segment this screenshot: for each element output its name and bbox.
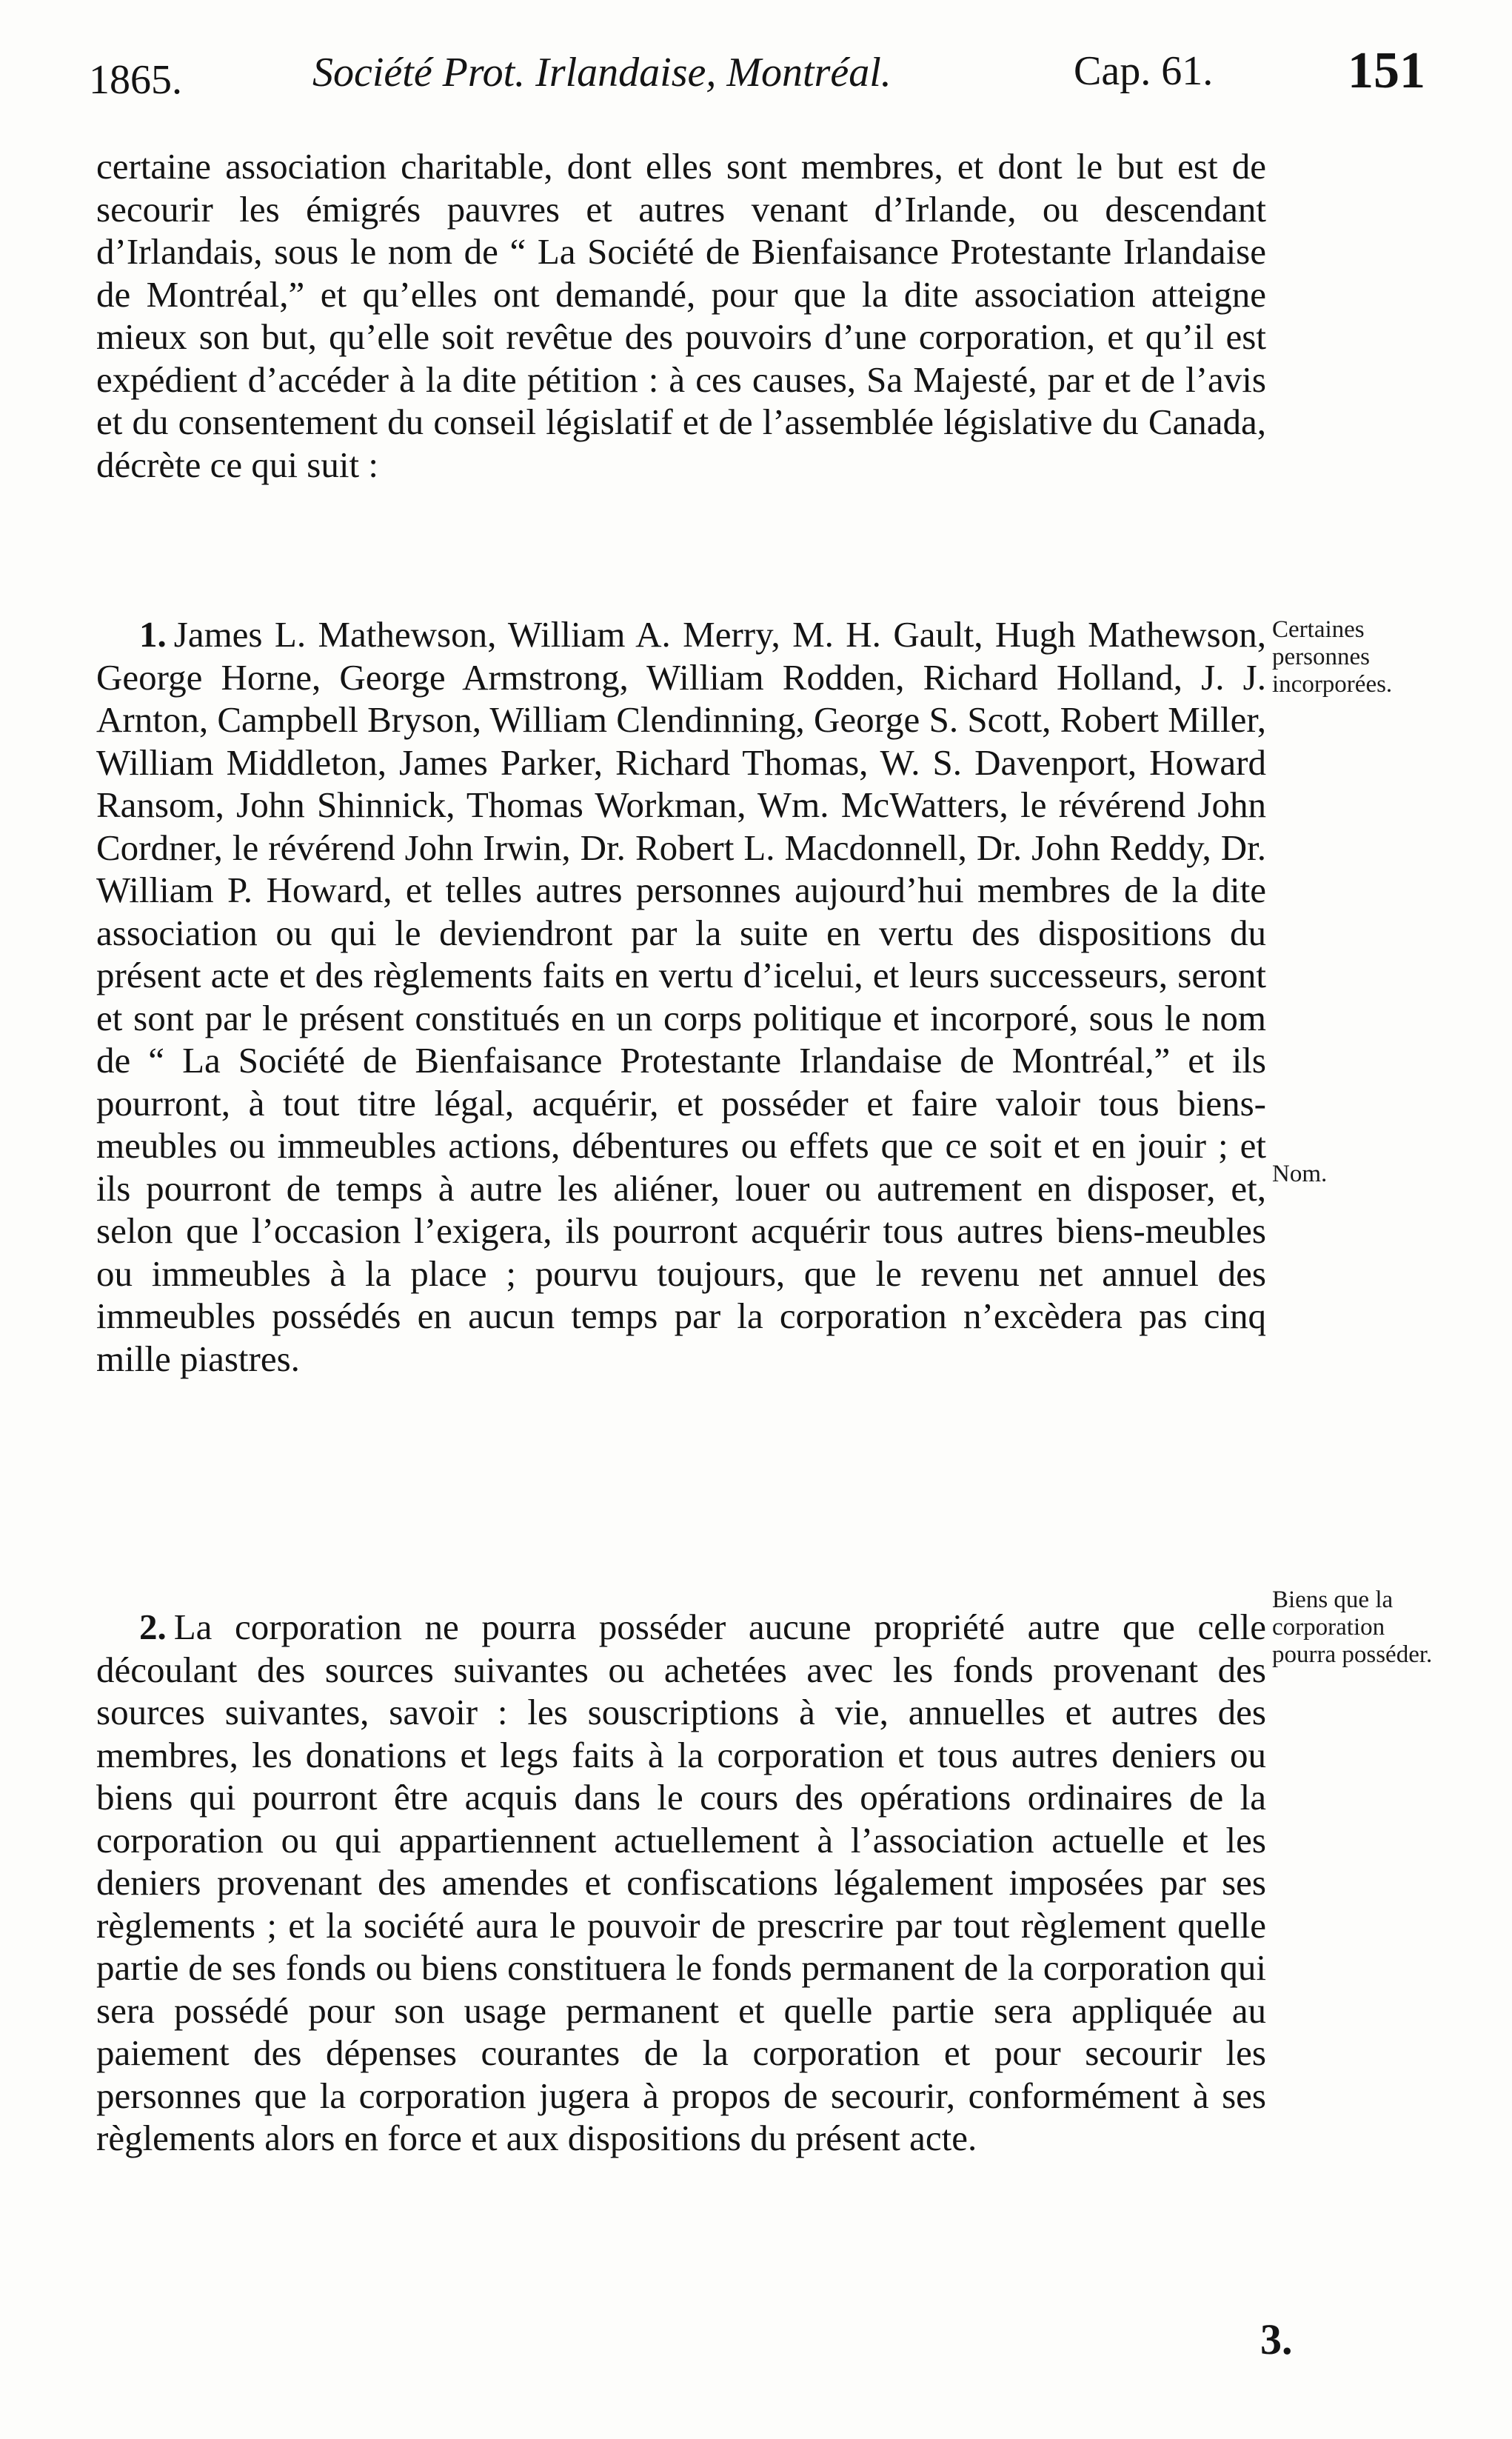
margin-note-name: Nom.: [1272, 1161, 1328, 1187]
margin-note-property: Biens que la corporation pourra posséder.: [1272, 1586, 1433, 1668]
section-1-paragraph: [96, 613, 1266, 1380]
section-2: [96, 1606, 1266, 2160]
preamble-text: certaine association charitable, dont elles sont membres, et dont le but est de secourir les émigrés pauvres et autres venant d’Irlande, ou descendant d’Irlandais, sous le nom de “ La Société de Bienfaisance Protestante Irlandaise de Montréal,” et qu’elles ont demandé, pour que la dite association atteigne mieux son but, qu’elle soit revêtue des pouvoirs d’une corporation, et qu’il est expédient d’accéder à la dite pétition : à ces causes, Sa Majesté, par et de l’avis et du consentement du conseil législatif et de l’assemblée législative du Canada, décrète ce qui suit :: [96, 146, 1266, 485]
section-1-text: James L. Mathewson, William A. Merry, M. H. Gault, Hugh Mathewson, George Horne, George Armstrong, William Rodden, Richard Holland, J. J. Arnton, Campbell Bryson, William Clendinning, George S. Scott, Robert Miller, William Middleton, James Parker, Richard Thomas, W. S. Davenport, Howard Ransom, John Shinnick, Thomas Workman, Wm. McWatters, le révérend John Cordner, le révérend John Irwin, Dr. Robert L. Macdonnell, Dr. John Reddy, Dr. William P. Howard, et telles autres personnes aujourd’hui membres de la dite association ou qui le deviendront par la suite en vertu des dispositions du présent acte et des règlements faits en vertu d’icelui, et leurs successeurs, seront et sont par le présent constitués en un corps politique et incorporé, sous le nom de “ La Société de Bienfaisance Protestante Irlandaise de Montréal,” et ils pourront, à tout titre légal, acquérir, et posséder et faire valoir tous biens-meubles ou immeubles actions, débentures ou effets que ce soit et en jouir ; et ils pourront de temps à autre les aliéner, louer ou autrement en disposer, et, selon que l’occasion l’exigera, ils pourront acquérir tous autres biens-meubles ou immeubles à la place ; pourvu toujours, que le revenu net annuel des immeubles possédés en aucun temps par la corporation n’excèdera pas cinq mille piastres.: [96, 614, 1266, 1379]
header-chapter: Cap. 61.: [1074, 48, 1214, 94]
header-title: Société Prot. Irlandaise, Montréal.: [312, 50, 892, 96]
header-year: 1865.: [89, 57, 182, 103]
section-1-number: 1.: [139, 614, 167, 655]
running-header: [89, 42, 1444, 105]
section-1: [96, 613, 1266, 1380]
preamble-paragraph: [96, 145, 1266, 486]
section-2-paragraph: [96, 1606, 1266, 2160]
section-2-text: La corporation ne pourra posséder aucune propriété autre que celle découlant des sources suivantes ou achetées avec les fonds provenant des sources suivantes, savoir : les souscriptions à vie, annuelles et autres des membres, les donations et legs faits à la corporation et tous autres deniers ou biens qui pourront être acquis dans le cours des opérations ordinaires de la corporation ou qui appartiennent actuellement à l’association actuelle et les deniers provenant des amendes et confiscations légalement imposées par ses règlements ; et la société aura le pouvoir de prescrire par tout règlement quelle partie de ses fonds ou biens constituera le fonds permanent de la corporation qui sera possédé pour son usage permanent et quelle partie sera appliquée au paiement des dépenses courantes de la corporation et pour secourir les personnes que la corporation jugera à propos de secourir, conformément à ses règlements alors en force et aux dispositions du présent acte.: [96, 1606, 1266, 2158]
margin-note-incorporated: Certaines personnes incorporées.: [1272, 616, 1393, 698]
catchword: 3.: [1260, 2315, 1293, 2363]
page-number: 151: [1348, 42, 1425, 99]
section-2-number: 2.: [139, 1606, 167, 1647]
